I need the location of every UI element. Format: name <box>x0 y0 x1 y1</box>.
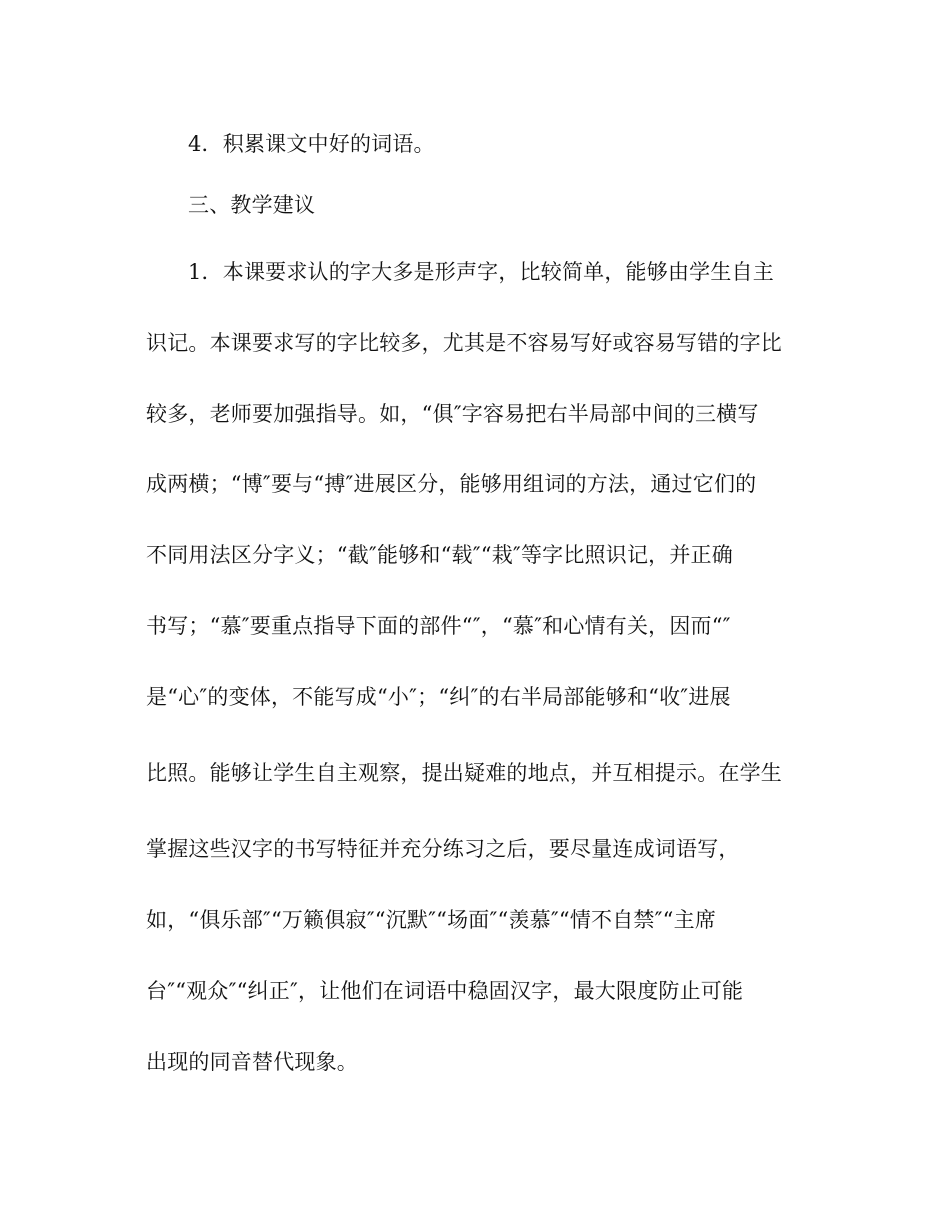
paragraph-line: 识记。本课要求写的字比较多，尤其是不容易写好或容易写错的字比 <box>146 331 782 355</box>
paragraph-line: 不同用法区分字义；“截″能够和“载″“栽″等字比照识记，并正确 <box>146 543 733 567</box>
paragraph-line: 成两横；“博″要与“搏″进展区分，能够用组词的方法，通过它们的 <box>146 472 757 496</box>
paragraph-line: 1．本课要求认的字大多是形声字，比较简单，能够由学生自主 <box>188 260 774 284</box>
paragraph-line: 如，“俱乐部″“万籁俱寂″“沉默″“场面″“羡慕″“情不自禁″“主席 <box>146 908 717 932</box>
paragraph-line: 掌握这些汉字的书写特征并充分练习之后，要尽量连成词语写， <box>146 837 740 861</box>
paragraph-line: 出现的同音替代现象。 <box>146 1050 358 1074</box>
paragraph-line: 是“心″的变体，不能写成“小″；“纠″的右半局部能够和“收″进展 <box>146 685 731 709</box>
paragraph-line: 台″“观众″“纠正″，让他们在词语中稳固汉字，最大限度防止可能 <box>146 979 744 1003</box>
paragraph-line: 比照。能够让学生自主观察，提出疑难的地点，并互相提示。在学生 <box>146 761 782 785</box>
paragraph-line: 较多，老师要加强指导。如，“俱″字容易把右半局部中间的三横写 <box>146 402 759 426</box>
list-item-4: 4．积累课文中好的词语。 <box>188 132 435 156</box>
paragraph-line: 书写；“慕″要重点指导下面的部件“″，“慕″和心情有关，因而“″ <box>146 614 731 638</box>
section-heading: 三、教学建议 <box>188 193 316 217</box>
